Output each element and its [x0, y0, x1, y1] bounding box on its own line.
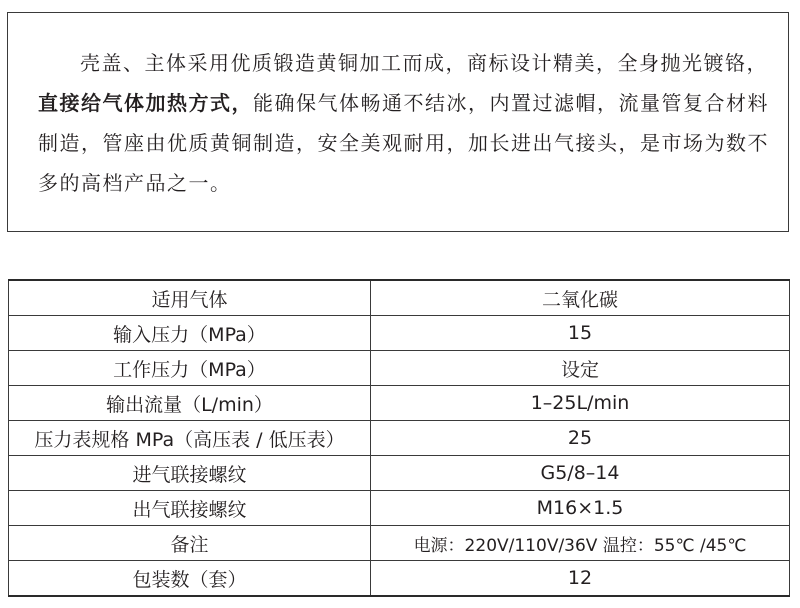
spec-value-remarks: 电源：220V/110V/36V 温控：55℃ /45℃: [371, 526, 790, 561]
spec-value-inlet-thread: G5/8–14: [371, 456, 790, 491]
description-paragraph: [38, 43, 778, 203]
spec-label-input-pressure: 输入压力（MPa）: [9, 316, 371, 351]
table-row: [9, 316, 790, 351]
description-box: [7, 12, 789, 232]
table-row: [9, 526, 790, 561]
spec-label-outlet-thread: 出气联接螺纹: [9, 491, 371, 526]
spec-label-package-qty: 包装数（套）: [9, 561, 371, 597]
table-row: [9, 421, 790, 456]
spec-label-gauge-spec: 压力表规格 MPa（高压表 / 低压表）: [9, 421, 371, 456]
table-row: [9, 491, 790, 526]
table-row: [9, 386, 790, 421]
spec-value-outlet-thread: M16×1.5: [371, 491, 790, 526]
spec-value-package-qty: 12: [371, 561, 790, 597]
spec-value-input-pressure: 15: [371, 316, 790, 351]
spec-label-output-flow: 输出流量（L/min）: [9, 386, 371, 421]
spec-label-remarks: 备注: [9, 526, 371, 561]
spec-label-gas: 适用气体: [9, 280, 371, 316]
table-row: [9, 561, 790, 597]
description-text-part2: 能确保气体畅通不结冰，内置过滤帽，流量管复合材料制造，管座由优质黄铜制造，安全美观耐用，加长进出气接头，是市场为数不多的高档产品之一。: [38, 91, 769, 195]
description-text-bold: 直接给气体加热方式，: [38, 91, 253, 115]
table-row: [9, 351, 790, 386]
spec-value-working-pressure: 设定: [371, 351, 790, 386]
spec-label-inlet-thread: 进气联接螺纹: [9, 456, 371, 491]
spec-value-gas: 二氧化碳: [371, 280, 790, 316]
spec-value-output-flow: 1–25L/min: [371, 386, 790, 421]
table-row: [9, 280, 790, 316]
specs-table: [8, 279, 790, 597]
table-row: [9, 456, 790, 491]
spec-label-working-pressure: 工作压力（MPa）: [9, 351, 371, 386]
spec-value-gauge-spec: 25: [371, 421, 790, 456]
description-text-part1: 壳盖、主体采用优质锻造黄铜加工而成，商标设计精美，全身抛光镀铬，: [80, 51, 768, 75]
